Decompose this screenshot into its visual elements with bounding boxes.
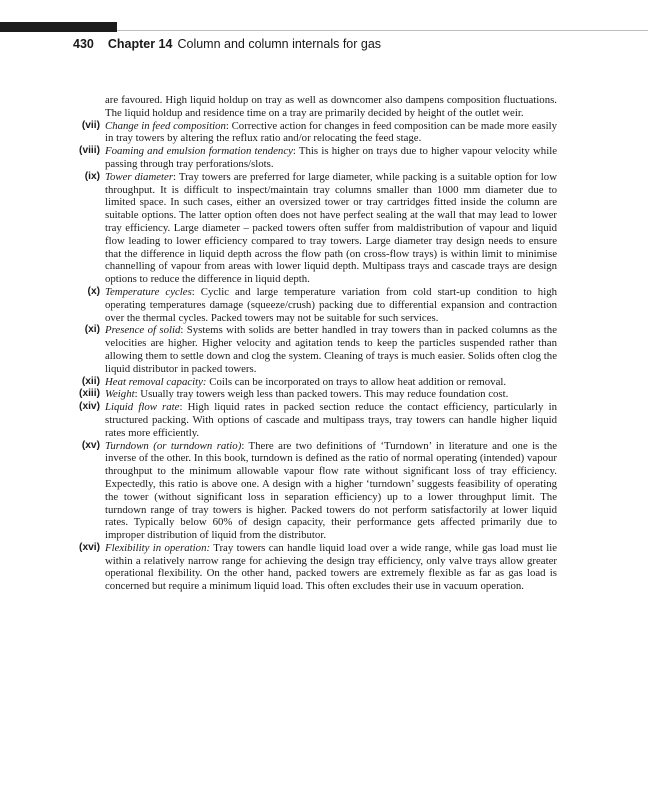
item-separator: : (191, 285, 195, 298)
item-separator: : (179, 401, 183, 414)
chapter-title: Column and column internals for gas (177, 37, 382, 51)
item-text: High liquid rates in packed section reduce the contact efficiency, particularly in structured packing. With options of cascade and multipass trays, tray towers can handle higher liquid rates more efficiently. (105, 401, 557, 439)
header-rule (117, 30, 648, 31)
item-number: (viii) (79, 145, 100, 157)
item-text: Corrective action for changes in feed composition can be made more easily in tray towers by altering the reflux ratio and/or relocating the feed stage. (105, 119, 557, 145)
list-item (81, 439, 558, 542)
item-number: (x) (87, 285, 100, 297)
item-term: Change in feed composition (105, 119, 226, 132)
list-item (79, 145, 557, 171)
item-text: Tray towers can handle liquid load over a wide range, while gas load must lie within a relatively narrow range for achieving the design tray efficiency, only valve trays allow greater operational flexibility. On the other hand, packed towers are extremely flexible as far as gas load is concerned but require a minimum liquid load. This often excludes their use in vacuum operation. (105, 541, 557, 593)
list-item (79, 401, 557, 439)
item-separator: : (292, 145, 296, 158)
item-text: Coils can be incorporated on trays to allow heat addition or removal. (206, 375, 507, 388)
list-item (79, 388, 557, 401)
item-separator: : (180, 324, 184, 337)
continuation-paragraph: are favoured. High liquid holdup on tray as well as downcomer also dampens composition fluctuations. The liquid holdup and residence time on a tray are primarily decided by height of the outlet weir. (105, 94, 557, 119)
item-text: Tray towers are preferred for large diameter, while packing is a suitable option for low throughput. It is difficult to inspect/maintain tray columns smaller than 1000 mm diameter due to limited space. In such cases, either an oversized tower or tray cartridges fitted inside the column are suitable options. The latter option often does not have perfect sealing at the wall that may lead to lower tray efficiency. Large diameter – packed towers often suffer from maldistribution of vapour and liquid flow leading to lower efficiency compared to tray towers. Large diameter tray design needs to ensure that the difference in liquid depth across the flow path (on cross-flow trays) is within limit to minimise channelling of vapour from areas with lower liquid depth. Multipass trays and cascade trays are design options to reduce the difference in liquid depth. (105, 170, 557, 286)
item-text: Systems with solids are better handled in tray towers than in packed columns as the velocities are higher. Higher velocity and agitation tends to keep the particles suspended rather than allowing them to settle down and clog the system. Cleaning of trays is much easier. Solids often clog the liquid distributor in packed towers. (105, 324, 557, 375)
item-number: (vii) (81, 119, 100, 131)
item-number: (xiv) (79, 401, 100, 413)
item-number: (xi) (84, 324, 100, 336)
header-accent-bar (0, 22, 117, 32)
item-separator: : (225, 119, 229, 132)
item-number: (xv) (81, 439, 100, 451)
item-term: Presence of solid (105, 324, 181, 337)
item-text: There are two definitions of ‘Turndown’ in literature and one is the inverse of the other. In this book, turndown is defined as the ratio of normal operating (intended) vapour throughput to the minimum allowable vapour flow rate without significant loss of tray efficiency. Expectedly, this ratio is above one. A design with a higher ‘turndown’ suggests feasibility of operating the tower (without significant loss in separation efficiency) up to a lower throughput limit. The turndown range of tray towers is higher. Packed towers do not perform satisfactorily at lower liquid rates. Typically below 60% of design capacity, their performance gets affected primarily due to improper distribution of liquid from the distributor. (105, 439, 558, 542)
list-item (87, 285, 557, 324)
list-item (81, 375, 557, 389)
item-term: Flexibility in operation: (105, 541, 211, 554)
item-separator: : (134, 388, 138, 401)
item-number: (ix) (84, 170, 100, 182)
item-separator: : (173, 170, 177, 183)
item-text: This is higher on trays due to higher vapour velocity while passing through tray perforations/slots. (105, 145, 557, 170)
item-number: (xvi) (79, 541, 100, 553)
body-text (79, 94, 558, 593)
item-number: (xii) (81, 375, 100, 387)
item-separator: : (241, 439, 245, 452)
list-item (84, 324, 557, 375)
item-text: Cyclic and large temperature variation from cold start-up condition to high operating temperatures damage (squeeze/crush) packing due to differential expansion and contraction over the thermal cycles. Packed towers may not be suitable for such services. (105, 285, 557, 324)
item-number: (xiii) (79, 388, 100, 400)
item-term: Foaming and emulsion formation tendency (105, 145, 293, 158)
item-term: Temperature cycles (105, 285, 192, 298)
item-text: Usually tray towers weigh less than packed towers. This may reduce foundation cost. (137, 388, 509, 401)
item-term: Turndown (or turndown ratio) (105, 439, 242, 452)
item-term: Weight (105, 388, 135, 401)
item-term: Tower diameter (105, 170, 174, 183)
item-term: Liquid flow rate (105, 401, 180, 414)
list-item (81, 119, 557, 146)
page-number: 430 (73, 37, 94, 51)
running-header (73, 37, 381, 51)
list-item (79, 541, 557, 593)
chapter-label: Chapter 14 (107, 37, 173, 51)
item-term: Heat removal capacity: (105, 375, 207, 388)
list-item (84, 170, 557, 286)
